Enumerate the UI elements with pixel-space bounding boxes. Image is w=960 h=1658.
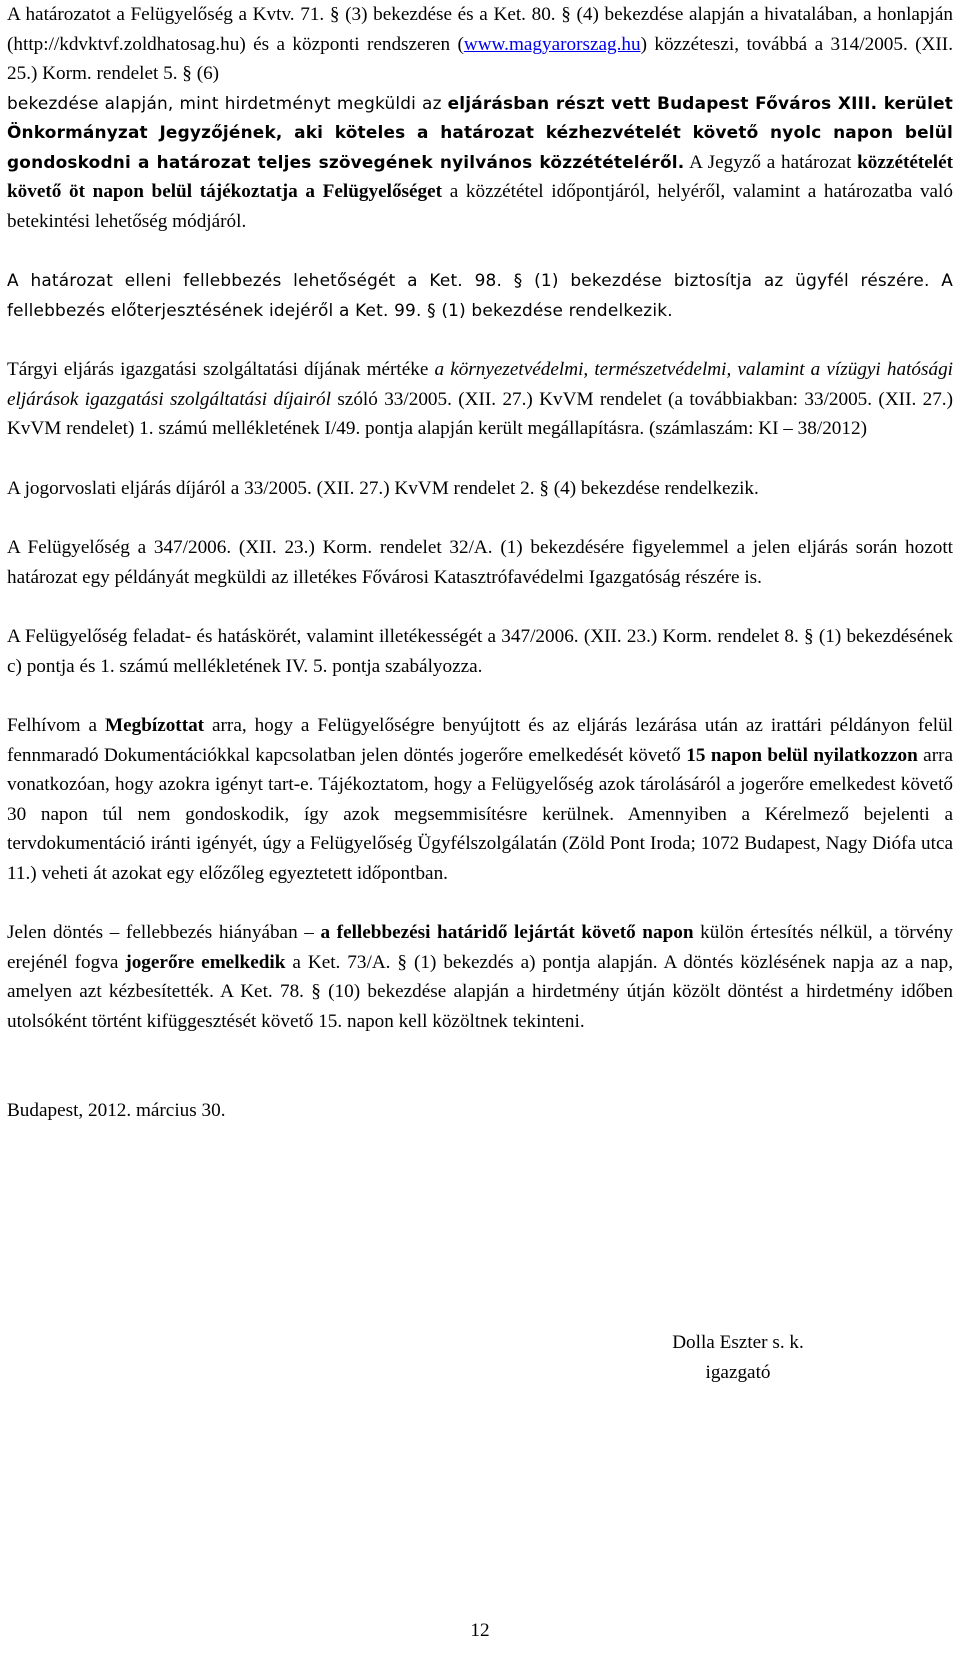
- paragraph-remedy-fee: A jogorvoslati eljárás díjáról a 33/2005. (XII. 27.) KvVM rendelet 2. § (4) bekezdése rendelkezik.: [7, 477, 759, 499]
- paragraph-finality: Jelen döntés – fellebbezés hiányában – a fellebbezési határidő lejártát követő napon külön értesítés nélkül, a törvény erejénél fogva jogerőre emelkedik a Ket. 73/A. § (1) bekezdés a) pontja alapján. A döntés közlésének napja az a nap, amelyen azt kézbesítették. A Ket. 78. § (10) bekezdése alapján a hirdetmény útján közölt döntést a hirdetmény időben utolsóként történt kifüggesztését követő 15. napon kell közöltnek tekinteni.: [7, 922, 953, 1032]
- document-body: [7, 0, 953, 1126]
- paragraph-competence: A Felügyelőség feladat- és hatáskörét, valamint illetékességét a 347/2006. (XII. 23.) Korm. rendelet 8. § (1) bekezdésének c) pontja és 1. számú mellékletének IV. 5. pontja szabályozza.: [7, 626, 953, 677]
- document-date: Budapest, 2012. március 30.: [7, 1100, 226, 1121]
- page-number: 12: [470, 1620, 490, 1641]
- paragraph-appeal: A határozat elleni fellebbezés lehetőségét a Ket. 98. § (1) bekezdése biztosítja az ügyfél részére. A fellebbezés előterjesztésének idejéről a Ket. 99. § (1) bekezdése rendelkezik.: [7, 270, 953, 320]
- signer-name: Dolla Eszter s. k.: [672, 1332, 804, 1353]
- paragraph-publication: A határozatot a Felügyelőség a Kvtv. 71. § (3) bekezdése és a Ket. 80. § (4) bekezdése alapján a hivatalában, a honlapján (http://kdvktvf.zoldhatosag.hu) és a központi rendszeren (www.magyarorszag.hu) közzéteszi, továbbá a 314/2005. (XII. 25.) Korm. rendelet 5. § (6) bekezdése alapján, mint hirdetményt megküldi az eljárásban részt vett Budapest Főváros XIII. kerület Önkormányzat Jegyzőjének, aki köteles a határozat kézhezvételét követő nyolc napon belül gondoskodni a határozat teljes szövegének nyilvános közzétételéről. A Jegyző a határozat közzétételét követő öt napon belül tájékoztatja a Felügyelőséget a közzététel időpontjáról, helyéről, valamint a határozatba való betekintési lehetőség módjáról.: [7, 4, 954, 232]
- magyarorszag-link[interactable]: www.magyarorszag.hu: [463, 33, 641, 55]
- paragraph-disaster-management: A Felügyelőség a 347/2006. (XII. 23.) Korm. rendelet 32/A. (1) bekezdésére figyelemmel a jelen eljárás során hozott határozat egy példányát megküldi az illetékes Fővárosi Katasztrófavédelmi Igazgatóság részére is.: [7, 537, 953, 588]
- signature-block: [628, 1328, 848, 1388]
- signer-title: igazgató: [705, 1362, 771, 1383]
- paragraph-fee: Tárgyi eljárás igazgatási szolgáltatási díjának mértéke a környezetvédelmi, természetvédelmi, valamint a vízügyi hatósági eljárások igazgatási szolgáltatási díjairól szóló 33/2005. (XII. 27.) KvVM rendelet (a továbbiakban: 33/2005. (XII. 27.) KvVM rendelet) 1. számú mellékletének I/49. pontja alapján került megállapításra. (számlaszám: KI – 38/2012): [7, 359, 953, 439]
- paragraph-documentation: Felhívom a Megbízottat arra, hogy a Felügyelőségre benyújtott és az eljárás lezárása után az irattári példányon felül fennmaradó Dokumentációkkal kapcsolatban jelen döntés jogerőre emelkedését követő 15 napon belül nyilatkozzon arra vonatkozóan, hogy azokra igényt tart-e. Tájékoztatom, hogy a Felügyelőség azok tárolásáról a jogerőre emelkedest követő 30 napon túl nem gondoskodik, így azok megsemmisítésre kerülnek. Amennyiben a Kérelmező bejelenti a tervdokumentáció iránti igényét, úgy a Felügyelőség Ügyfélszolgálatán (Zöld Pont Iroda; 1072 Budapest, Nagy Diófa utca 11.) veheti át azokat egy előzőleg egyeztetett időpontban.: [7, 715, 953, 884]
- paragraph-publication-sans: bekezdése alapján, mint hirdetményt megküldi az eljárásban részt vett Budapest Főváros XIII. kerület Önkormányzat Jegyzőjének, aki köteles a határozat kézhezvételét követő nyolc napon belül gondoskodni a határozat teljes szövegének nyilvános közzétételéről.: [7, 92, 954, 172]
